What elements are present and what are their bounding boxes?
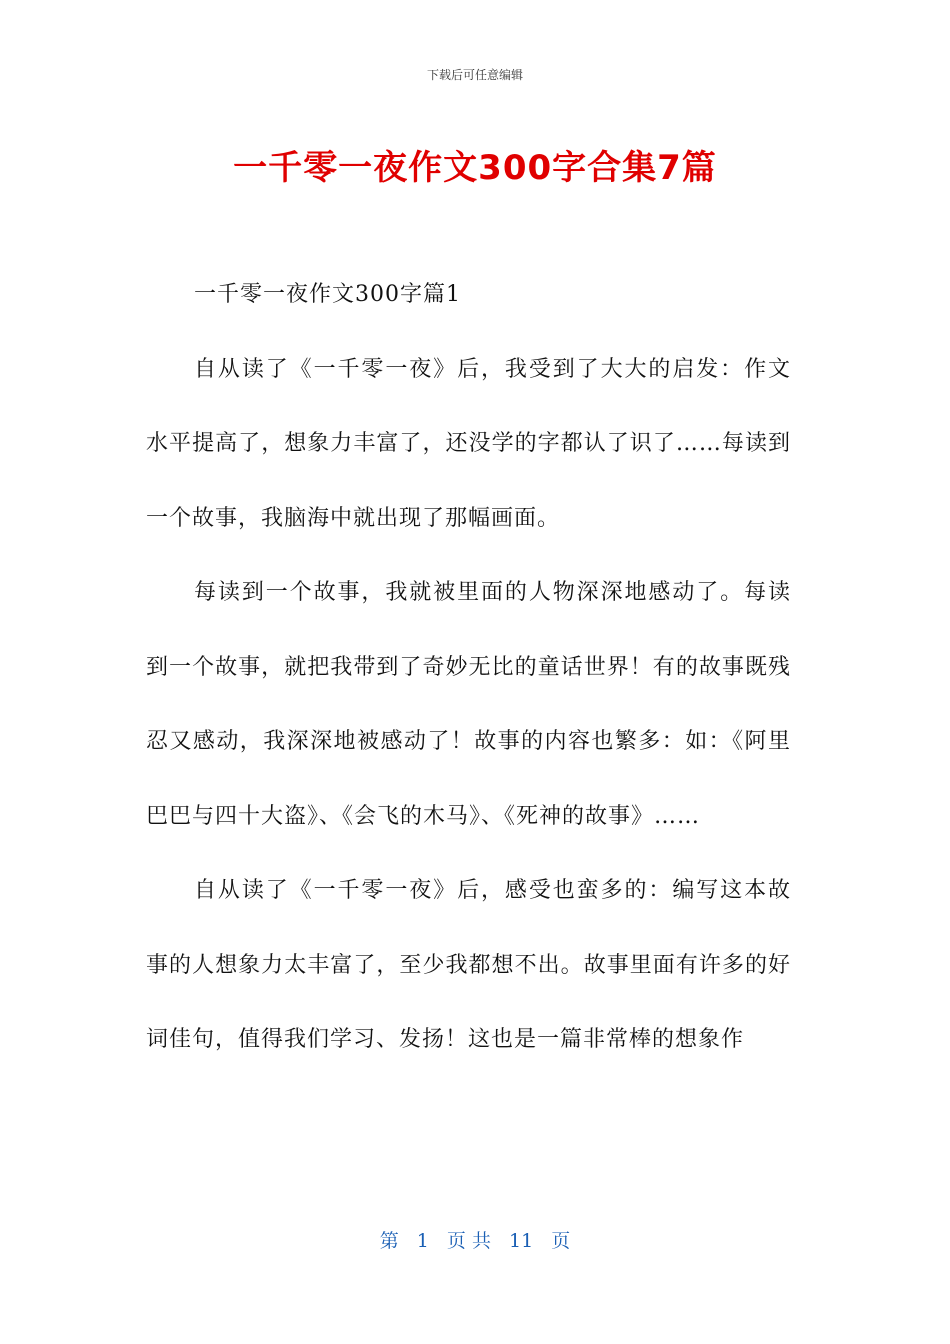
document-body	[146, 258, 791, 1078]
footer-current-page: 1	[416, 1230, 429, 1252]
footer-middle: 页 共	[446, 1230, 491, 1252]
footer-total-pages: 11	[509, 1230, 534, 1252]
paragraph-2: 每读到一个故事，我就被里面的人物深深地感动了。每读到一个故事，就把我带到了奇妙无比的童话世界！有的故事既残忍又感动，我深深地被感动了！故事的内容也繁多：如：《阿里巴巴与四十大盗》、《会飞的木马》、《死神的故事》……	[146, 580, 791, 829]
document-title: 一千零一夜作文300字合集7篇	[233, 148, 717, 188]
footer-prefix: 第	[379, 1230, 399, 1252]
section-heading: 一千零一夜作文300字篇1	[194, 282, 461, 307]
page-footer	[0, 1226, 950, 1253]
paragraph-3: 自从读了《一千零一夜》后，感受也蛮多的：编写这本故事的人想象力太丰富了，至少我都想不出。故事里面有许多的好词佳句，值得我们学习、发扬！这也是一篇非常棒的想象作	[146, 878, 791, 1052]
header-note: 下载后可任意编辑	[426, 68, 523, 82]
paragraph-1: 自从读了《一千零一夜》后，我受到了大大的启发：作文水平提高了，想象力丰富了，还没学的字都认了识了……每读到一个故事，我脑海中就出现了那幅画面。	[146, 356, 791, 531]
footer-suffix: 页	[551, 1230, 571, 1252]
